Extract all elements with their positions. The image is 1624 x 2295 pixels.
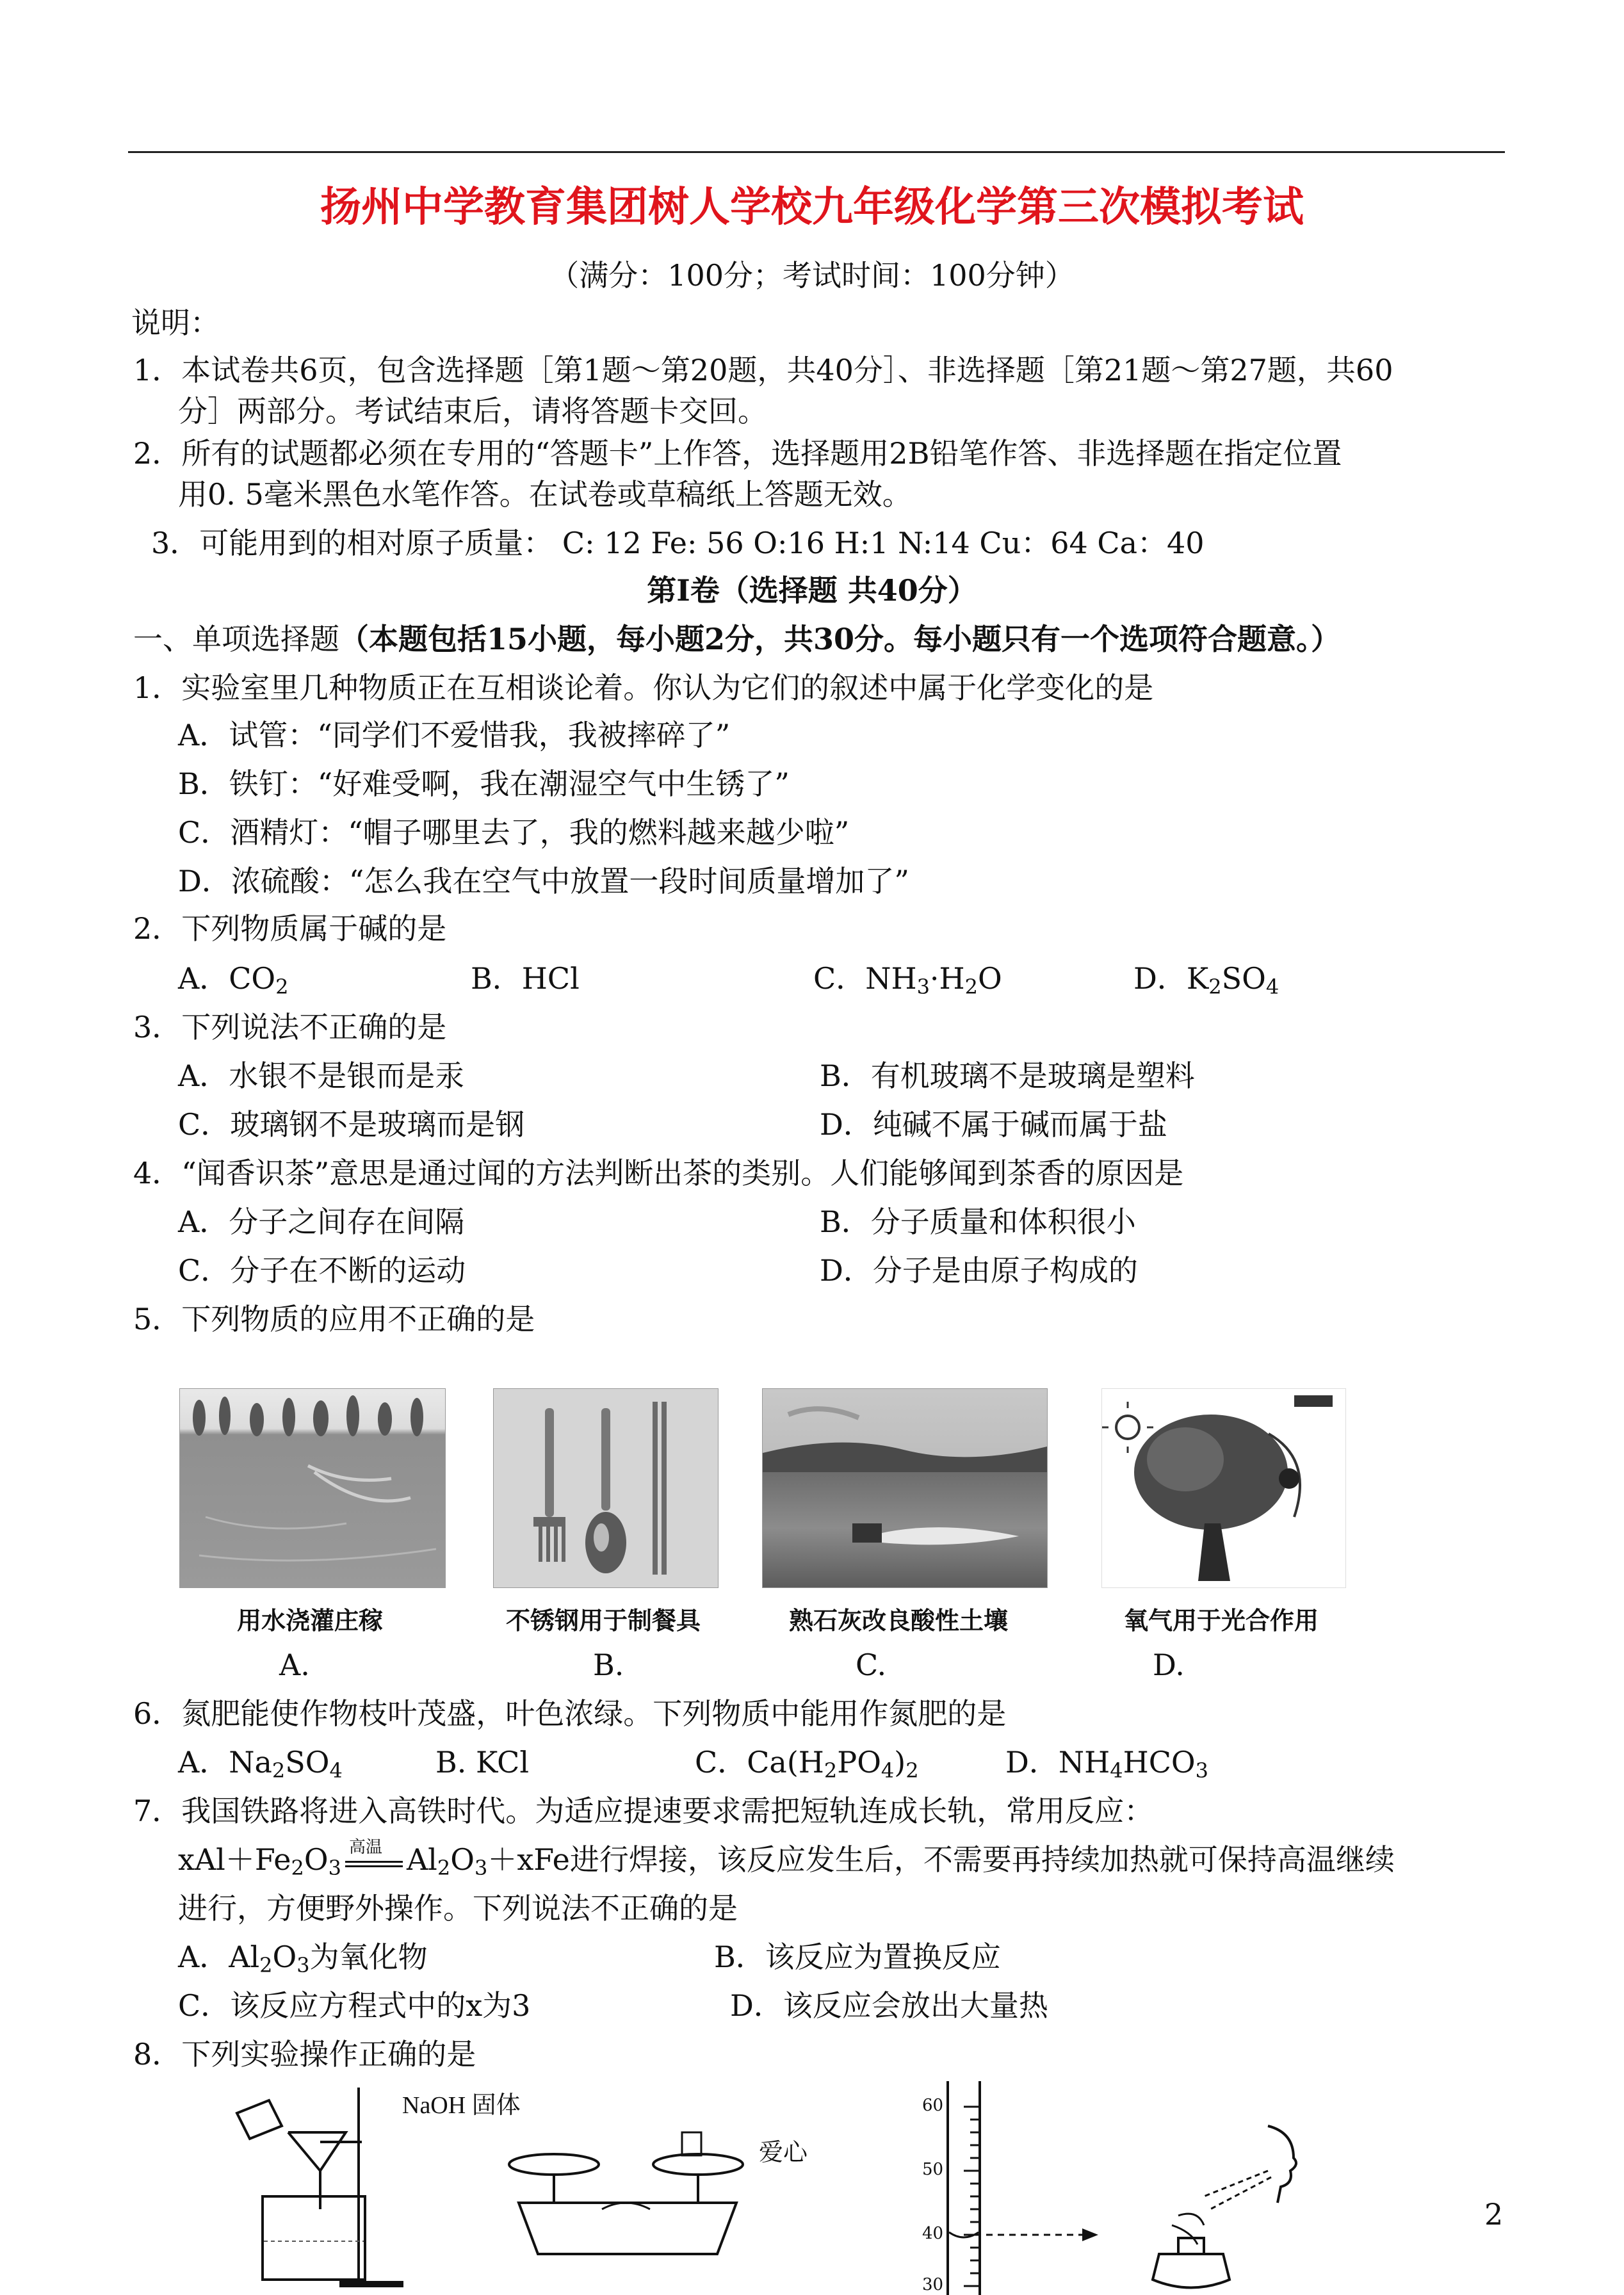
top-rule: [128, 151, 1505, 153]
q5-caption-d: 氧气用于光合作用: [1124, 1607, 1319, 1635]
tableware-photo-art: [494, 1389, 718, 1587]
notes-heading: 说明：: [131, 305, 220, 340]
q7-option-d: D．该反应会放出大量热: [730, 1988, 1048, 2023]
q7-option-c: C．该反应方程式中的x为3: [178, 1988, 531, 2023]
section-title: [133, 620, 1340, 658]
q5-caption-c: 熟石灰改良酸性土壤: [789, 1607, 1009, 1635]
q2-option-c: C．$NH_3\cdot H_2O$: [813, 961, 1002, 999]
q1-stem: 1．实验室里几种物质正在互相谈论着。你认为它们的叙述中属于化学变化的是: [133, 670, 1154, 705]
q4-option-a: A．分子之间存在间隔: [178, 1204, 465, 1239]
q1-option-c: C．酒精灯：“帽子哪里去了，我的燃料越来越少啦”: [178, 815, 850, 850]
q6-option-c: C．$Ca(H_2PO_4)_2$: [695, 1745, 919, 1783]
photosynthesis-diagram-art: [1102, 1389, 1345, 1587]
q2-option-d: D．$K_2SO_4$: [1133, 961, 1279, 999]
q4-option-c: C．分子在不断的运动: [178, 1253, 466, 1288]
irrigation-photo-art: [180, 1389, 445, 1587]
q1-option-a: A．试管：“同学们不爱惜我，我被摔碎了”: [178, 718, 731, 752]
q7-option-b: B．该反应为置换反应: [714, 1940, 1001, 1974]
q5-caption-a: 用水浇灌庄稼: [237, 1607, 384, 1635]
lime-soil-photo-art: [763, 1389, 1047, 1587]
q2-stem: 2．下列物质属于碱的是: [133, 911, 447, 946]
cyl-tick-30: 30: [922, 2275, 944, 2294]
page-number: 2: [1484, 2197, 1504, 2232]
q6-option-a: A．$Na_2SO_4$: [178, 1745, 343, 1783]
q2-option-a: A．$CO_2$: [178, 961, 289, 999]
q2-option-b: B．HCl: [471, 961, 580, 996]
q6-option-d: D．$NH_4HCO_3$: [1005, 1745, 1208, 1783]
q1-option-d: D．浓硫酸：“怎么我在空气中放置一段时间质量增加了”: [178, 864, 909, 898]
section-title-plain: 一、单项选择题: [133, 622, 339, 656]
q3-option-a: A．水银不是银而是汞: [178, 1058, 465, 1093]
note-2-cont: 用0. 5毫米黑色水笔作答。在试卷或草稿纸上答题无效。: [178, 477, 912, 512]
note-1: 1．本试卷共6页，包含选择题［第1题～第20题，共40分］、非选择题［第21题～第27题，共60: [133, 353, 1393, 387]
q5-letter-a: A.: [279, 1648, 310, 1682]
photosynthesis-diagram: [1101, 1388, 1346, 1588]
q6-option-b: B. KCl: [435, 1745, 530, 1780]
cyl-tick-50: 50: [922, 2160, 944, 2179]
q3-option-d: D．纯碱不属于碱而属于盐: [820, 1107, 1167, 1142]
q7-equation: $xAl+Fe_2O_3$ 高温 $Al_2O_3+xFe$进行焊接，该反应发生后，不需要再持续加热就可保持高温继续: [178, 1838, 1395, 1880]
q3-option-c: C．玻璃钢不是玻璃而是钢: [178, 1107, 525, 1142]
reaction-condition: 高温: [345, 1849, 403, 1875]
cyl-tick-40: 40: [922, 2224, 944, 2243]
aixin-label: 爱心: [759, 2139, 808, 2166]
q6-stem: 6．氮肥能使作物枝叶茂盛，叶色浓绿。下列物质中能用作氮肥的是: [133, 1696, 1007, 1731]
q1-option-b: B．铁钉：“好难受啊，我在潮湿空气中生锈了”: [178, 766, 790, 801]
section-title-bold: （本题包括15小题，每小题2分，共30分。每小题只有一个选项符合题意。）: [339, 622, 1341, 656]
exam-title: 扬州中学教育集团树人学校九年级化学第三次模拟考试: [320, 183, 1304, 231]
exam-subtitle: （满分：100分；考试时间：100分钟）: [549, 258, 1075, 293]
q8-stem: 8．下列实验操作正确的是: [133, 2037, 476, 2072]
cyl-tick-60: 60: [922, 2096, 944, 2115]
filtration-apparatus: [224, 2081, 410, 2292]
q4-stem: 4．“闻香识茶”意思是通过闻的方法判断出茶的类别。人们能够闻到茶香的原因是: [133, 1156, 1184, 1190]
q5-stem: 5．下列物质的应用不正确的是: [133, 1302, 535, 1336]
tableware-photo: [493, 1388, 719, 1588]
q5-letter-c: C.: [856, 1648, 887, 1682]
q4-option-b: B．分子质量和体积很小: [820, 1204, 1136, 1239]
note-3: 3．可能用到的相对原子质量： C: 12 Fe: 56 O:16 H:1 N:14 Cu：64 Ca：40: [151, 526, 1205, 560]
q3-option-b: B．有机玻璃不是玻璃是塑料: [820, 1058, 1195, 1093]
q4-option-d: D．分子是由原子构成的: [820, 1253, 1138, 1288]
q3-stem: 3．下列说法不正确的是: [133, 1010, 447, 1044]
note-1-cont: 分］两部分。考试结束后，请将答题卡交回。: [178, 394, 767, 428]
irrigation-photo: [179, 1388, 446, 1588]
q7-line3: 进行，方便野外操作。下列说法不正确的是: [178, 1891, 738, 1926]
q5-letter-b: B.: [593, 1648, 624, 1682]
naoh-label: NaOH 固体: [402, 2092, 521, 2119]
q7-stem: 7．我国铁路将进入高铁时代。为适应提速要求需把短轨连成长轨，常用反应：: [133, 1794, 1154, 1828]
q5-caption-b: 不锈钢用于制餐具: [506, 1607, 701, 1635]
q5-letter-d: D.: [1153, 1648, 1185, 1682]
note-2: 2．所有的试题都必须在专用的“答题卡”上作答，选择题用2B铅笔作答、非选择题在指定位置: [133, 436, 1342, 471]
lime-soil-photo: [762, 1388, 1048, 1588]
q7-option-a: A．$Al_2O_3$为氧化物: [178, 1940, 428, 1977]
smelling-gas: [1133, 2113, 1319, 2292]
part-title: 第Ⅰ卷（选择题 共40分）: [647, 573, 977, 608]
balance-scale: [506, 2126, 762, 2280]
